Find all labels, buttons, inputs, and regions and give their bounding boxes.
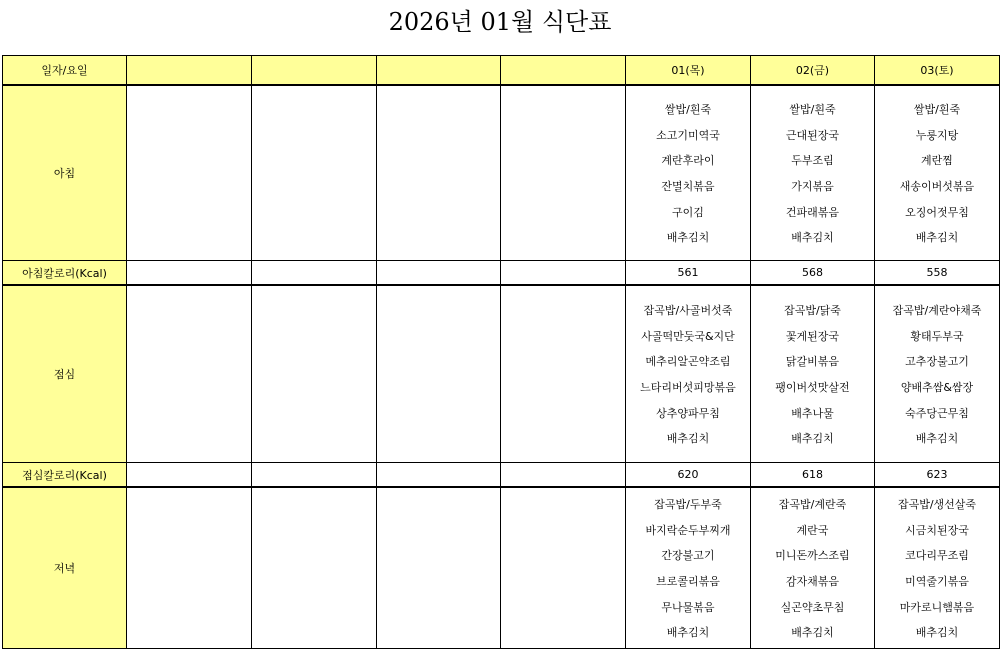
menu-item: 무나물볶음 bbox=[661, 600, 715, 614]
menu-cell bbox=[751, 487, 875, 649]
menu-item: 쌀밥/흰죽 bbox=[789, 103, 836, 117]
meal-label: 아침 bbox=[3, 85, 127, 261]
page-title: 2026년 01월 식단표 bbox=[388, 8, 612, 36]
menu-cell bbox=[252, 487, 377, 649]
menu-cell bbox=[377, 85, 501, 261]
day-header bbox=[377, 56, 501, 86]
menu-item: 실곤약초무침 bbox=[780, 600, 845, 614]
menu-item: 바지락순두부찌개 bbox=[645, 523, 731, 537]
meal-label: 저녁 bbox=[3, 487, 127, 649]
menu-cell bbox=[501, 487, 626, 649]
kcal-value: 618 bbox=[751, 463, 875, 488]
menu-item: 배추김치 bbox=[915, 432, 959, 446]
menu-item: 근대된장국 bbox=[785, 128, 840, 142]
menu-item: 황태두부국 bbox=[910, 329, 964, 343]
menu-item: 배추나물 bbox=[791, 406, 834, 420]
menu-item: 상추양파무침 bbox=[656, 406, 720, 420]
menu-item: 시금치된장국 bbox=[905, 523, 969, 537]
lunch-kcal-row bbox=[3, 463, 1000, 488]
menu-item: 소고기미역국 bbox=[656, 128, 720, 142]
menu-item: 숙주당근무침 bbox=[905, 406, 969, 420]
menu-cell bbox=[501, 85, 626, 261]
breakfast-row bbox=[3, 85, 1000, 261]
menu-item: 잡곡밥/계란죽 bbox=[778, 498, 847, 512]
menu-item: 배추김치 bbox=[791, 626, 834, 640]
menu-item: 미역줄기볶음 bbox=[905, 575, 969, 588]
date-day-header: 일자/요일 bbox=[3, 56, 127, 86]
menu-cell bbox=[626, 285, 751, 463]
menu-item: 마카로니햄볶음 bbox=[899, 600, 975, 614]
menu-item: 배추김치 bbox=[791, 432, 834, 446]
menu-item: 계란후라이 bbox=[661, 154, 715, 168]
lunch-row bbox=[3, 285, 1000, 463]
menu-item: 닭갈비볶음 bbox=[785, 355, 840, 369]
menu-item: 고추장불고기 bbox=[905, 355, 969, 369]
kcal-value bbox=[127, 463, 252, 488]
menu-cell bbox=[875, 487, 1000, 649]
menu-cell bbox=[501, 285, 626, 463]
menu-item: 꽃게된장국 bbox=[785, 329, 840, 343]
kcal-value bbox=[127, 261, 252, 286]
menu-item: 코다리무조림 bbox=[905, 549, 969, 563]
day-header: 01(목) bbox=[626, 56, 751, 86]
menu-item: 브로콜리볶음 bbox=[656, 575, 720, 588]
kcal-value: 558 bbox=[875, 261, 1000, 286]
menu-cell bbox=[751, 285, 875, 463]
kcal-label: 점심칼로리(Kcal) bbox=[3, 463, 127, 488]
menu-cell bbox=[127, 285, 252, 463]
menu-item: 누룽지탕 bbox=[915, 128, 959, 142]
menu-item: 사골떡만둣국&지단 bbox=[641, 329, 735, 343]
menu-item: 간장불고기 bbox=[661, 549, 715, 563]
menu-item: 건파래볶음 bbox=[785, 205, 840, 219]
menu-item: 잡곡밥/사골버섯죽 bbox=[643, 304, 733, 318]
menu-cell bbox=[127, 487, 252, 649]
kcal-value: 568 bbox=[751, 261, 875, 286]
menu-item: 오징어젓무침 bbox=[905, 205, 969, 219]
kcal-value: 561 bbox=[626, 261, 751, 286]
menu-cell bbox=[875, 85, 1000, 261]
menu-cell bbox=[875, 285, 1000, 463]
menu-item: 배추김치 bbox=[915, 626, 959, 640]
kcal-value bbox=[501, 261, 626, 286]
menu-item: 가지볶음 bbox=[791, 180, 834, 193]
kcal-value: 623 bbox=[875, 463, 1000, 488]
menu-item: 새송이버섯볶음 bbox=[899, 180, 975, 193]
menu-item: 배추김치 bbox=[915, 231, 959, 245]
kcal-value bbox=[501, 463, 626, 488]
menu-item: 팽이버섯맛살전 bbox=[775, 381, 850, 394]
kcal-value bbox=[377, 261, 501, 286]
menu-item: 메추리알곤약조림 bbox=[645, 355, 731, 369]
menu-item: 구이김 bbox=[672, 205, 704, 219]
menu-item: 양배추쌈&쌈장 bbox=[900, 381, 974, 394]
menu-item: 계란찜 bbox=[921, 154, 953, 168]
menu-item: 미니돈까스조림 bbox=[775, 549, 850, 563]
day-header bbox=[252, 56, 377, 86]
header-row bbox=[3, 56, 1000, 86]
menu-item: 배추김치 bbox=[666, 231, 710, 245]
menu-item: 계란국 bbox=[796, 523, 829, 537]
menu-item: 두부조림 bbox=[791, 154, 834, 168]
meal-label: 점심 bbox=[3, 285, 127, 463]
menu-item: 배추김치 bbox=[666, 626, 710, 640]
menu-item: 쌀밥/흰죽 bbox=[664, 103, 712, 117]
kcal-value: 620 bbox=[626, 463, 751, 488]
kcal-value bbox=[252, 463, 377, 488]
menu-item: 느타리버섯피망볶음 bbox=[640, 381, 736, 394]
day-header bbox=[501, 56, 626, 86]
dinner-row bbox=[3, 487, 1000, 649]
menu-cell bbox=[626, 487, 751, 649]
kcal-value bbox=[252, 261, 377, 286]
menu-item: 잡곡밥/두부죽 bbox=[654, 498, 722, 512]
menu-cell bbox=[751, 85, 875, 261]
menu-item: 잡곡밥/계란야채죽 bbox=[892, 304, 982, 318]
menu-item: 잡곡밥/닭죽 bbox=[784, 304, 841, 318]
menu-cell bbox=[377, 285, 501, 463]
menu-cell bbox=[252, 85, 377, 261]
menu-item: 잔멸치볶음 bbox=[661, 180, 715, 193]
kcal-label: 아침칼로리(Kcal) bbox=[3, 261, 127, 286]
menu-item: 잡곡밥/생선살죽 bbox=[897, 498, 977, 512]
menu-item: 쌀밥/흰죽 bbox=[913, 103, 961, 117]
kcal-value bbox=[377, 463, 501, 488]
day-header: 03(토) bbox=[875, 56, 1000, 86]
menu-table bbox=[2, 55, 1000, 649]
day-header: 02(금) bbox=[751, 56, 875, 86]
menu-item: 배추김치 bbox=[791, 231, 834, 245]
menu-cell bbox=[626, 85, 751, 261]
menu-cell bbox=[377, 487, 501, 649]
day-header bbox=[127, 56, 252, 86]
menu-cell bbox=[252, 285, 377, 463]
breakfast-kcal-row bbox=[3, 261, 1000, 286]
menu-item: 배추김치 bbox=[666, 432, 710, 446]
menu-cell bbox=[127, 85, 252, 261]
menu-item: 감자채볶음 bbox=[785, 575, 840, 588]
